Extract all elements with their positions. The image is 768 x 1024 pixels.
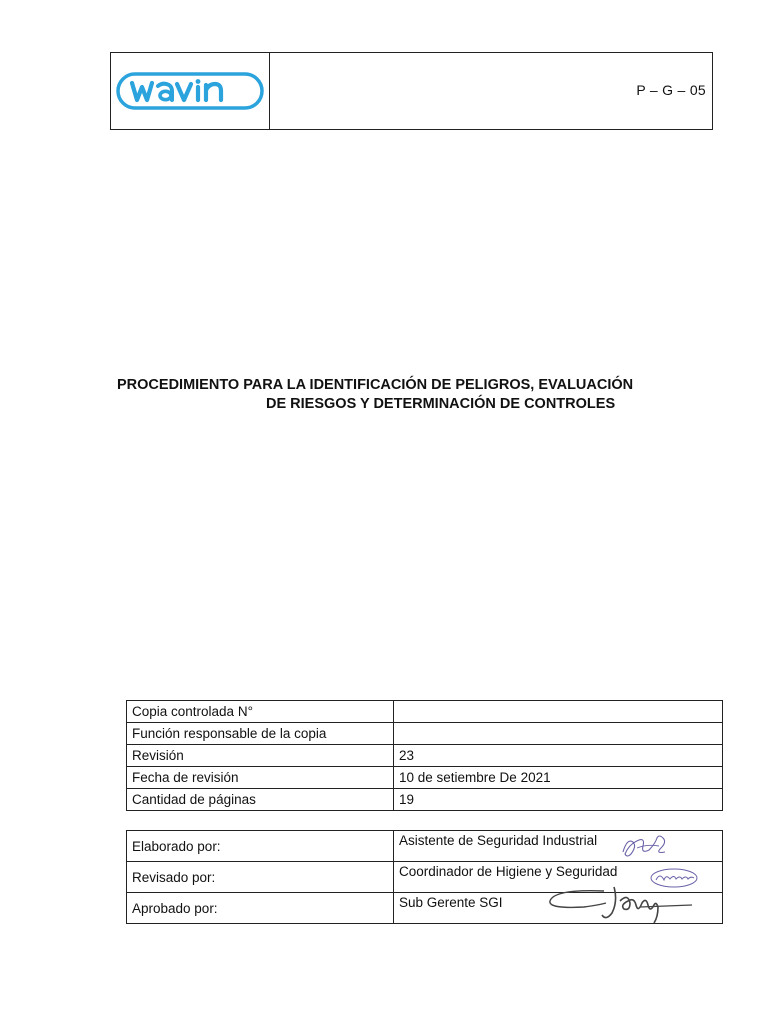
wavin-logo (116, 72, 264, 110)
logo-cell (111, 53, 270, 129)
info-value (394, 723, 723, 745)
approval-label: Aprobado por: (127, 893, 394, 924)
table-row (127, 789, 723, 811)
approval-value: Asistente de Seguridad Industrial (399, 833, 598, 848)
title-line-2: DE RIESGOS Y DETERMINACIÓN DE CONTROLES (266, 396, 616, 412)
approval-value: Sub Gerente SGI (399, 895, 503, 910)
approval-label: Elaborado por: (127, 831, 394, 862)
info-label: Revisión (127, 745, 394, 767)
document-header (110, 52, 713, 130)
table-row (127, 893, 723, 924)
approval-cell (394, 893, 723, 924)
approval-value: Coordinador de Higiene y Seguridad (399, 864, 618, 879)
title-line-1: PROCEDIMIENTO PARA LA IDENTIFICACIÓN DE PELIGROS, EVALUACIÓN (117, 377, 634, 393)
info-value: 19 (394, 789, 723, 811)
info-label: Fecha de revisión (127, 767, 394, 789)
table-row (127, 767, 723, 789)
document-code: P – G – 05 (636, 82, 706, 98)
document-info-table (126, 700, 723, 811)
signature-1 (619, 832, 671, 860)
table-row (127, 862, 723, 893)
info-label: Copia controlada N° (127, 701, 394, 723)
signature-2 (648, 866, 700, 890)
info-label: Cantidad de páginas (127, 789, 394, 811)
approval-cell (394, 831, 723, 862)
approval-table (126, 830, 723, 924)
table-row (127, 745, 723, 767)
table-row (127, 723, 723, 745)
table-row (127, 831, 723, 862)
info-value: 23 (394, 745, 723, 767)
table-row (127, 701, 723, 723)
approval-label: Revisado por: (127, 862, 394, 893)
approval-cell (394, 862, 723, 893)
info-label: Función responsable de la copia (127, 723, 394, 745)
info-value: 10 de setiembre De 2021 (394, 767, 723, 789)
info-value (394, 701, 723, 723)
